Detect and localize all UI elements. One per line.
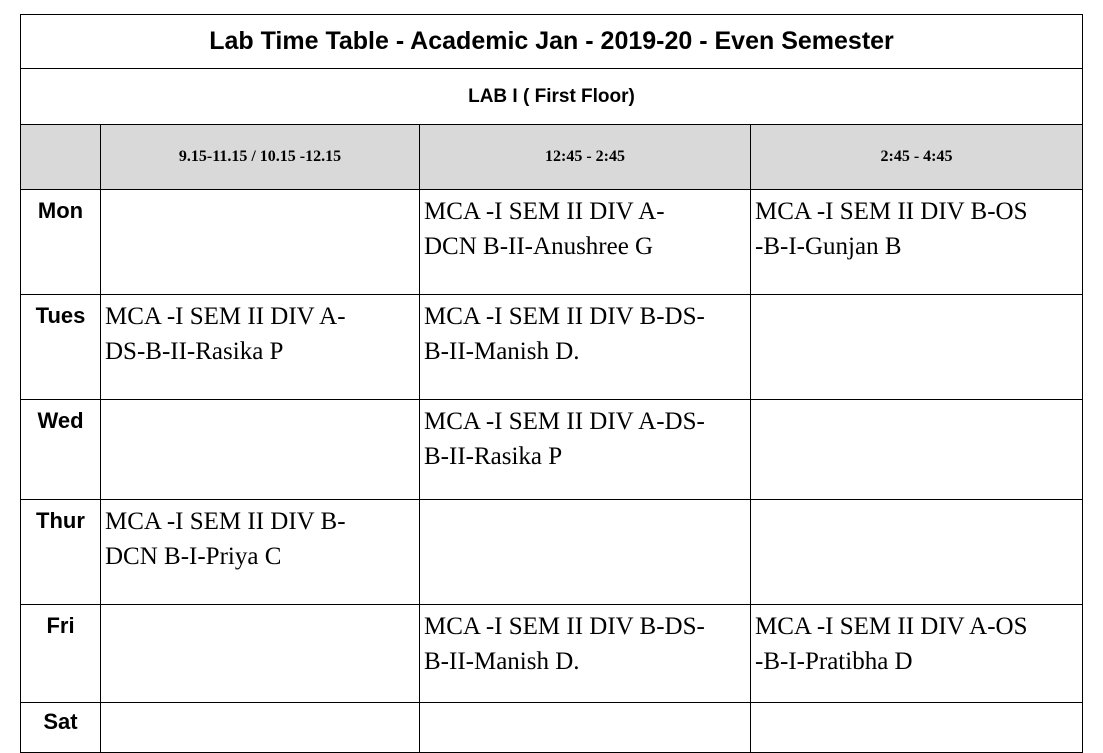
cell-sat-slot-2 — [420, 703, 751, 753]
day-label: Tues — [21, 295, 101, 400]
cell-thur-slot-3 — [751, 500, 1083, 605]
cell-wed-slot-2: MCA -I SEM II DIV A-DS- B-II-Rasika P — [420, 400, 751, 500]
cell-tues-slot-1: MCA -I SEM II DIV A- DS-B-II-Rasika P — [101, 295, 420, 400]
day-label: Sat — [21, 703, 101, 753]
day-label: Wed — [21, 400, 101, 500]
row-mon — [21, 190, 1083, 295]
row-thur — [21, 500, 1083, 605]
cell-sat-slot-1 — [101, 703, 420, 753]
cell-tues-slot-2: MCA -I SEM II DIV B-DS- B-II-Manish D. — [420, 295, 751, 400]
row-tues — [21, 295, 1083, 400]
cell-fri-slot-3: MCA -I SEM II DIV A-OS -B-I-Pratibha D — [751, 605, 1083, 703]
cell-tues-slot-3 — [751, 295, 1083, 400]
timetable — [20, 14, 1083, 753]
cell-mon-slot-2: MCA -I SEM II DIV A- DCN B-II-Anushree G — [420, 190, 751, 295]
slot-header-2: 12:45 - 2:45 — [420, 125, 751, 190]
day-label: Mon — [21, 190, 101, 295]
cell-fri-slot-2: MCA -I SEM II DIV B-DS- B-II-Manish D. — [420, 605, 751, 703]
cell-thur-slot-2 — [420, 500, 751, 605]
cell-mon-slot-3: MCA -I SEM II DIV B-OS -B-I-Gunjan B — [751, 190, 1083, 295]
slot-header-3: 2:45 - 4:45 — [751, 125, 1083, 190]
cell-wed-slot-3 — [751, 400, 1083, 500]
row-fri — [21, 605, 1083, 703]
cell-sat-slot-3 — [751, 703, 1083, 753]
cell-thur-slot-1: MCA -I SEM II DIV B- DCN B-I-Priya C — [101, 500, 420, 605]
cell-wed-slot-1 — [101, 400, 420, 500]
cell-fri-slot-1 — [101, 605, 420, 703]
day-label: Thur — [21, 500, 101, 605]
slot-header-row — [21, 125, 1083, 190]
slot-header-1: 9.15-11.15 / 10.15 -12.15 — [101, 125, 420, 190]
row-wed — [21, 400, 1083, 500]
lab-name: LAB I ( First Floor) — [21, 69, 1083, 125]
timetable-title: Lab Time Table - Academic Jan - 2019-20 - Even Semester — [21, 15, 1083, 69]
row-sat — [21, 703, 1083, 753]
cell-mon-slot-1 — [101, 190, 420, 295]
day-label: Fri — [21, 605, 101, 703]
corner-cell — [21, 125, 101, 190]
